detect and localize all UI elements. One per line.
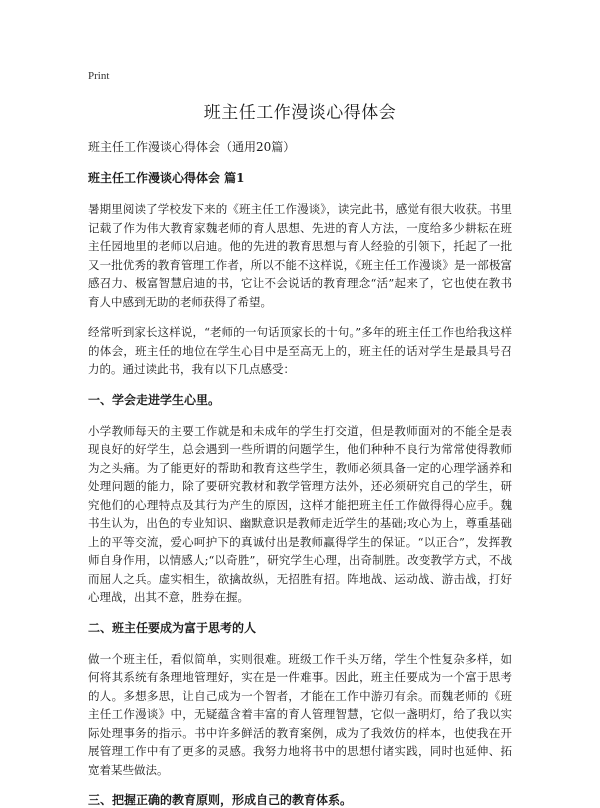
article-heading: 班主任工作漫谈心得体会 篇1 xyxy=(88,171,245,185)
paragraph-intro: 暑期里阅读了学校发下来的《班主任工作漫谈》，读完此书，感觉有很大收获。书里记载了作为伟大教育家魏老师的育人思想、先进的育人方法，一度给多少耕耘在班主任园地里的老师以启迪。他的先进的教育思想与育人经验的引领下，托起了一批又一批优秀的教育管理工作者，所以不能不这样说，《班主任工作漫谈》是一部极富感召力、极富智慧启迪的书，它让不会说话的教育理念“活”起来了，它也使在教书育人中感到无助的老师获得了希望。 xyxy=(88,202,512,309)
document-subtitle: 班主任工作漫谈心得体会（通用20篇） xyxy=(88,140,296,154)
section-1-paragraph: 小学教师每天的主要工作就是和未成年的学生打交道，但是教师面对的不能全是表现良好的好学生，总会遇到一些所谓的问题学生，他们种种不良行为常常使得教师为之头痛。为了能更好的帮助和教育这些学生，教师必须具备一定的心理学涵养和处理问题的能力，除了要研究教材和教学管理方法外，还必须研究自己的学生，研究他们的心理特点及其行为产生的原因，这样才能把班主任工作做得得心应手。魏书生认为，出色的专业知识、幽默意识是教师走近学生的基础;攻心为上，尊重基础上的平等交流，爱心呵护下的真诚付出是教师赢得学生的保证。“以正合”，发挥教师自身作用，以情感人;“以奇胜”，研究学生心理，出奇制胜。改变教学方式，不战而屈人之兵。虚实相生，欲擒故纵，无招胜有招。阵地战、运动战、游击战，打好心理战，出其不意，胜券在握。 xyxy=(88,423,512,604)
document-title: 班主任工作漫谈心得体会 xyxy=(203,103,397,123)
section-heading-3: 三、把握正确的教育原则，形成自己的教育体系。 xyxy=(88,793,353,807)
print-link[interactable]: Print xyxy=(88,70,110,82)
section-heading-2: 二、班主任要成为富于思考的人 xyxy=(88,620,257,635)
section-heading-1: 一、学会走进学生心里。 xyxy=(88,392,221,407)
section-2-paragraph: 做一个班主任，看似简单，实则很难。班级工作千头万绪，学生个性复杂多样，如何将其系统有条理地管理好，实在是一件难事。因此，班主任要成为一个富于思考的人。多想多思，让自己成为一个智者，才能在工作中游刃有余。而魏老师的《班主任工作漫谈》中，无疑蕴含着丰富的育人管理智慧，它似一盏明灯，给了我以实际处理事务的指示。书中许多鲜活的教育案例，成为了我效仿的样本，也使我在开展管理工作中有了更多的灵感。我努力地将书中的思想付诸实践，同时也延伸、拓宽着某些做法。 xyxy=(88,651,512,777)
paragraph-feelings: 经常听到家长这样说，“老师的一句话顶家长的十句。”多年的班主任工作也给我这样的体会，班主任的地位在学生心目中是至高无上的，班主任的话对学生是最具号召力的。通过读此书，我有以下几点感受： xyxy=(88,325,512,376)
